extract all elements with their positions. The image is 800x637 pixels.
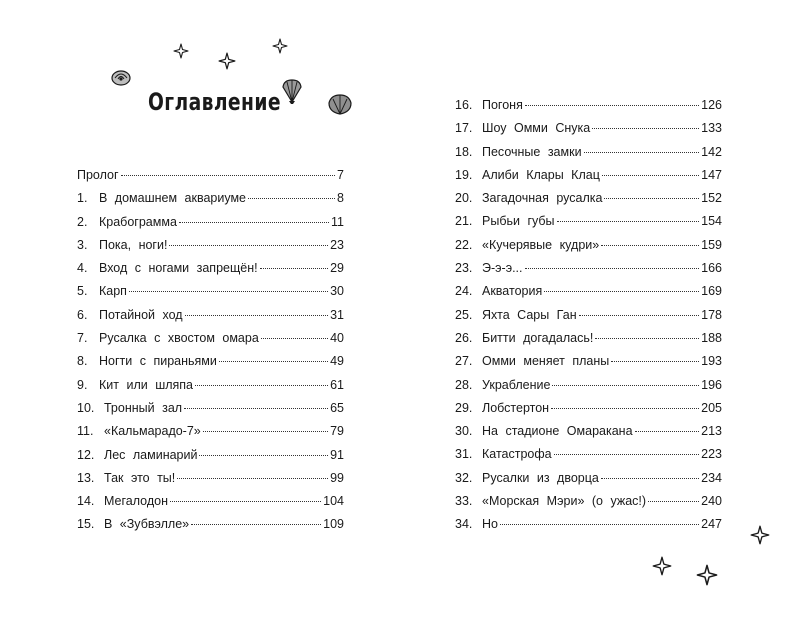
entry-page: 166 bbox=[701, 261, 722, 276]
entry-label: Катастрофа bbox=[482, 447, 552, 462]
entry-number: 17. bbox=[455, 121, 473, 136]
dot-leader bbox=[129, 291, 328, 292]
entry-number: 15. bbox=[77, 517, 95, 532]
dot-leader bbox=[604, 198, 699, 199]
dot-leader bbox=[121, 175, 335, 176]
entry-number: 23. bbox=[455, 261, 473, 276]
entry-label: Алиби Клары Клац bbox=[482, 167, 600, 182]
toc-entry bbox=[77, 257, 344, 280]
entry-page: 7 bbox=[337, 168, 344, 182]
entry-number: 26. bbox=[455, 330, 473, 345]
toc-entry bbox=[77, 327, 344, 350]
toc-entry bbox=[77, 280, 344, 303]
toc-list-right bbox=[455, 94, 722, 537]
entry-label: Э-э-э... bbox=[482, 261, 523, 276]
entry-number: 11. bbox=[77, 424, 94, 439]
dot-leader bbox=[579, 315, 700, 316]
toc-entry bbox=[455, 304, 722, 327]
entry-number: 1. bbox=[77, 191, 88, 206]
entry-number: 24. bbox=[455, 284, 473, 299]
entry-label: Потайной ход bbox=[99, 307, 183, 322]
dot-leader bbox=[261, 338, 328, 339]
entry-number: 32. bbox=[455, 470, 473, 485]
entry-label: Русалки из дворца bbox=[482, 470, 599, 485]
entry-label: Мегалодон bbox=[104, 494, 169, 509]
sparkle-icon bbox=[218, 52, 236, 70]
entry-label: Шоу Омми Снука bbox=[482, 121, 591, 136]
entry-page: 126 bbox=[701, 98, 722, 112]
toc-entry bbox=[455, 513, 722, 536]
entry-label: Битти догадалась! bbox=[482, 330, 594, 345]
dot-leader bbox=[179, 222, 329, 223]
entry-label: Так это ты! bbox=[104, 470, 176, 485]
dot-leader bbox=[500, 524, 699, 525]
entry-label: Загадочная русалка bbox=[482, 191, 603, 206]
dot-leader bbox=[191, 524, 321, 525]
toc-entry bbox=[455, 443, 722, 466]
dot-leader bbox=[248, 198, 335, 199]
entry-number: 25. bbox=[455, 307, 473, 322]
dot-leader bbox=[195, 385, 328, 386]
toc-entry bbox=[455, 280, 722, 303]
toc-entry bbox=[455, 117, 722, 140]
dot-leader bbox=[602, 175, 699, 176]
page-title: Оглавление bbox=[148, 88, 281, 116]
entry-page: 213 bbox=[701, 424, 722, 439]
entry-number: 9. bbox=[77, 377, 88, 392]
dot-leader bbox=[525, 105, 699, 106]
entry-label: Лобстертон bbox=[482, 400, 550, 415]
dot-leader bbox=[551, 408, 699, 409]
toc-entry bbox=[455, 257, 722, 280]
entry-number: 34. bbox=[455, 517, 473, 532]
dot-leader bbox=[635, 431, 700, 432]
dot-leader bbox=[525, 268, 700, 269]
dot-leader bbox=[648, 501, 699, 502]
entry-label: Песочные замки bbox=[482, 144, 582, 159]
entry-label: Вход с ногами запрещён! bbox=[99, 261, 258, 276]
sparkle-icon bbox=[696, 564, 718, 586]
dot-leader bbox=[177, 478, 328, 479]
entry-label: Крабограмма bbox=[99, 214, 177, 229]
entry-label: Акватория bbox=[482, 284, 543, 299]
toc-entry bbox=[77, 164, 344, 187]
right-page bbox=[400, 0, 800, 637]
entry-page: 31 bbox=[330, 307, 344, 322]
entry-label: Лес ламинарий bbox=[104, 447, 198, 462]
entry-page: 152 bbox=[701, 191, 722, 206]
entry-page: 193 bbox=[701, 354, 722, 369]
entry-number: 8. bbox=[77, 354, 88, 369]
entry-number: 18. bbox=[455, 144, 473, 159]
toc-entry bbox=[77, 444, 344, 467]
entry-label: Русалка с хвостом омара bbox=[99, 331, 259, 346]
toc-entry bbox=[455, 420, 722, 443]
entry-number: 6. bbox=[77, 307, 88, 322]
entry-page: 159 bbox=[701, 237, 722, 252]
sparkle-icon bbox=[272, 38, 288, 54]
entry-label: Тронный зал bbox=[104, 400, 183, 415]
toc-entry bbox=[77, 397, 344, 420]
dot-leader bbox=[185, 315, 329, 316]
toc-entry bbox=[455, 397, 722, 420]
entry-label: Ногти с пираньями bbox=[99, 354, 217, 369]
entry-page: 154 bbox=[701, 214, 722, 229]
dot-leader bbox=[554, 454, 700, 455]
entry-number: 3. bbox=[77, 237, 88, 252]
dot-leader bbox=[184, 408, 328, 409]
dot-leader bbox=[260, 268, 329, 269]
dot-leader bbox=[601, 245, 699, 246]
sparkle-icon bbox=[750, 525, 770, 545]
dot-leader bbox=[592, 128, 699, 129]
toc-entry bbox=[77, 234, 344, 257]
entry-number: 28. bbox=[455, 377, 473, 392]
entry-number: 19. bbox=[455, 167, 473, 182]
entry-number: 31. bbox=[455, 447, 473, 462]
dot-leader bbox=[557, 221, 700, 222]
entry-number: 33. bbox=[455, 494, 473, 509]
entry-number: 22. bbox=[455, 237, 473, 252]
entry-label: В «Зубвэлле» bbox=[104, 517, 190, 532]
entry-number: 2. bbox=[77, 214, 88, 229]
scallop-icon bbox=[280, 78, 304, 104]
entry-page: 49 bbox=[330, 354, 344, 369]
toc-entry bbox=[455, 164, 722, 187]
entry-page: 65 bbox=[330, 400, 344, 415]
entry-number: 4. bbox=[77, 261, 88, 276]
entry-page: 178 bbox=[701, 307, 722, 322]
toc-entry bbox=[77, 211, 344, 234]
entry-page: 79 bbox=[330, 424, 344, 439]
dot-leader bbox=[595, 338, 699, 339]
entry-label: Пролог bbox=[77, 168, 119, 182]
dot-leader bbox=[169, 245, 328, 246]
entry-label: Яхта Сары Ган bbox=[482, 307, 577, 322]
entry-page: 104 bbox=[323, 494, 344, 509]
entry-label: На стадионе Омаракана bbox=[482, 424, 633, 439]
shell-icon bbox=[110, 67, 132, 87]
entry-label: Карп bbox=[99, 284, 127, 299]
toc-entry bbox=[455, 210, 722, 233]
entry-page: 142 bbox=[701, 144, 722, 159]
toc-entry bbox=[77, 513, 344, 536]
entry-number: 5. bbox=[77, 284, 88, 299]
entry-page: 8 bbox=[337, 191, 344, 206]
entry-page: 61 bbox=[330, 377, 344, 392]
dot-leader bbox=[544, 291, 699, 292]
dot-leader bbox=[219, 361, 328, 362]
entry-number: 10. bbox=[77, 400, 95, 415]
dot-leader bbox=[601, 478, 699, 479]
dot-leader bbox=[611, 361, 699, 362]
entry-number: 21. bbox=[455, 214, 473, 229]
toc-entry bbox=[77, 350, 344, 373]
entry-page: 234 bbox=[701, 470, 722, 485]
dot-leader bbox=[199, 455, 328, 456]
toc-entry bbox=[77, 304, 344, 327]
toc-entry bbox=[455, 187, 722, 210]
entry-label: Украбление bbox=[482, 377, 551, 392]
entry-number: 14. bbox=[77, 494, 95, 509]
entry-label: «Кучерявые кудри» bbox=[482, 237, 600, 252]
entry-page: 91 bbox=[330, 447, 344, 462]
toc-entry bbox=[77, 420, 344, 443]
entry-label: Омми меняет планы bbox=[482, 354, 610, 369]
toc-entry bbox=[77, 187, 344, 210]
entry-number: 13. bbox=[77, 470, 95, 485]
entry-page: 205 bbox=[701, 400, 722, 415]
entry-page: 109 bbox=[323, 517, 344, 532]
toc-entry bbox=[455, 374, 722, 397]
entry-label: «Кальмарадо-7» bbox=[104, 424, 201, 439]
entry-label: Пока, ноги! bbox=[99, 237, 168, 252]
entry-page: 196 bbox=[701, 377, 722, 392]
toc-entry bbox=[77, 467, 344, 490]
entry-number: 20. bbox=[455, 191, 473, 206]
entry-page: 99 bbox=[330, 470, 344, 485]
dot-leader bbox=[203, 431, 328, 432]
entry-label: Погоня bbox=[482, 98, 523, 112]
toc-entry bbox=[455, 327, 722, 350]
entry-number: 7. bbox=[77, 331, 88, 346]
entry-page: 133 bbox=[701, 121, 722, 136]
toc-entry bbox=[455, 350, 722, 373]
sparkle-icon bbox=[173, 43, 189, 59]
entry-label: В домашнем аквариуме bbox=[99, 191, 247, 206]
toc-entry bbox=[455, 467, 722, 490]
entry-page: 240 bbox=[701, 494, 722, 509]
toc-entry bbox=[455, 234, 722, 257]
entry-label: Кит или шляпа bbox=[99, 377, 194, 392]
sparkle-icon bbox=[652, 556, 672, 576]
entry-number: 16. bbox=[455, 98, 473, 112]
entry-page: 188 bbox=[701, 330, 722, 345]
toc-list-left bbox=[77, 164, 344, 537]
entry-page: 40 bbox=[330, 331, 344, 346]
entry-page: 29 bbox=[330, 261, 344, 276]
entry-label: Рыбьи губы bbox=[482, 214, 555, 229]
toc-entry bbox=[77, 374, 344, 397]
dot-leader bbox=[552, 385, 699, 386]
entry-number: 30. bbox=[455, 424, 473, 439]
entry-page: 223 bbox=[701, 447, 722, 462]
entry-label: «Морская Мэри» (о ужас!) bbox=[482, 494, 647, 509]
scallop-icon bbox=[327, 92, 353, 116]
toc-entry bbox=[455, 141, 722, 164]
entry-page: 30 bbox=[330, 284, 344, 299]
entry-page: 169 bbox=[701, 284, 722, 299]
entry-page: 147 bbox=[701, 167, 722, 182]
entry-number: 12. bbox=[77, 447, 95, 462]
entry-page: 247 bbox=[701, 517, 722, 532]
toc-entry bbox=[455, 490, 722, 513]
toc-entry bbox=[77, 490, 344, 513]
entry-page: 23 bbox=[330, 237, 344, 252]
dot-leader bbox=[170, 501, 321, 502]
entry-label: Но bbox=[482, 517, 498, 532]
dot-leader bbox=[584, 152, 700, 153]
toc-entry bbox=[455, 94, 722, 117]
entry-number: 29. bbox=[455, 400, 473, 415]
entry-page: 11 bbox=[331, 214, 344, 229]
entry-number: 27. bbox=[455, 354, 473, 369]
